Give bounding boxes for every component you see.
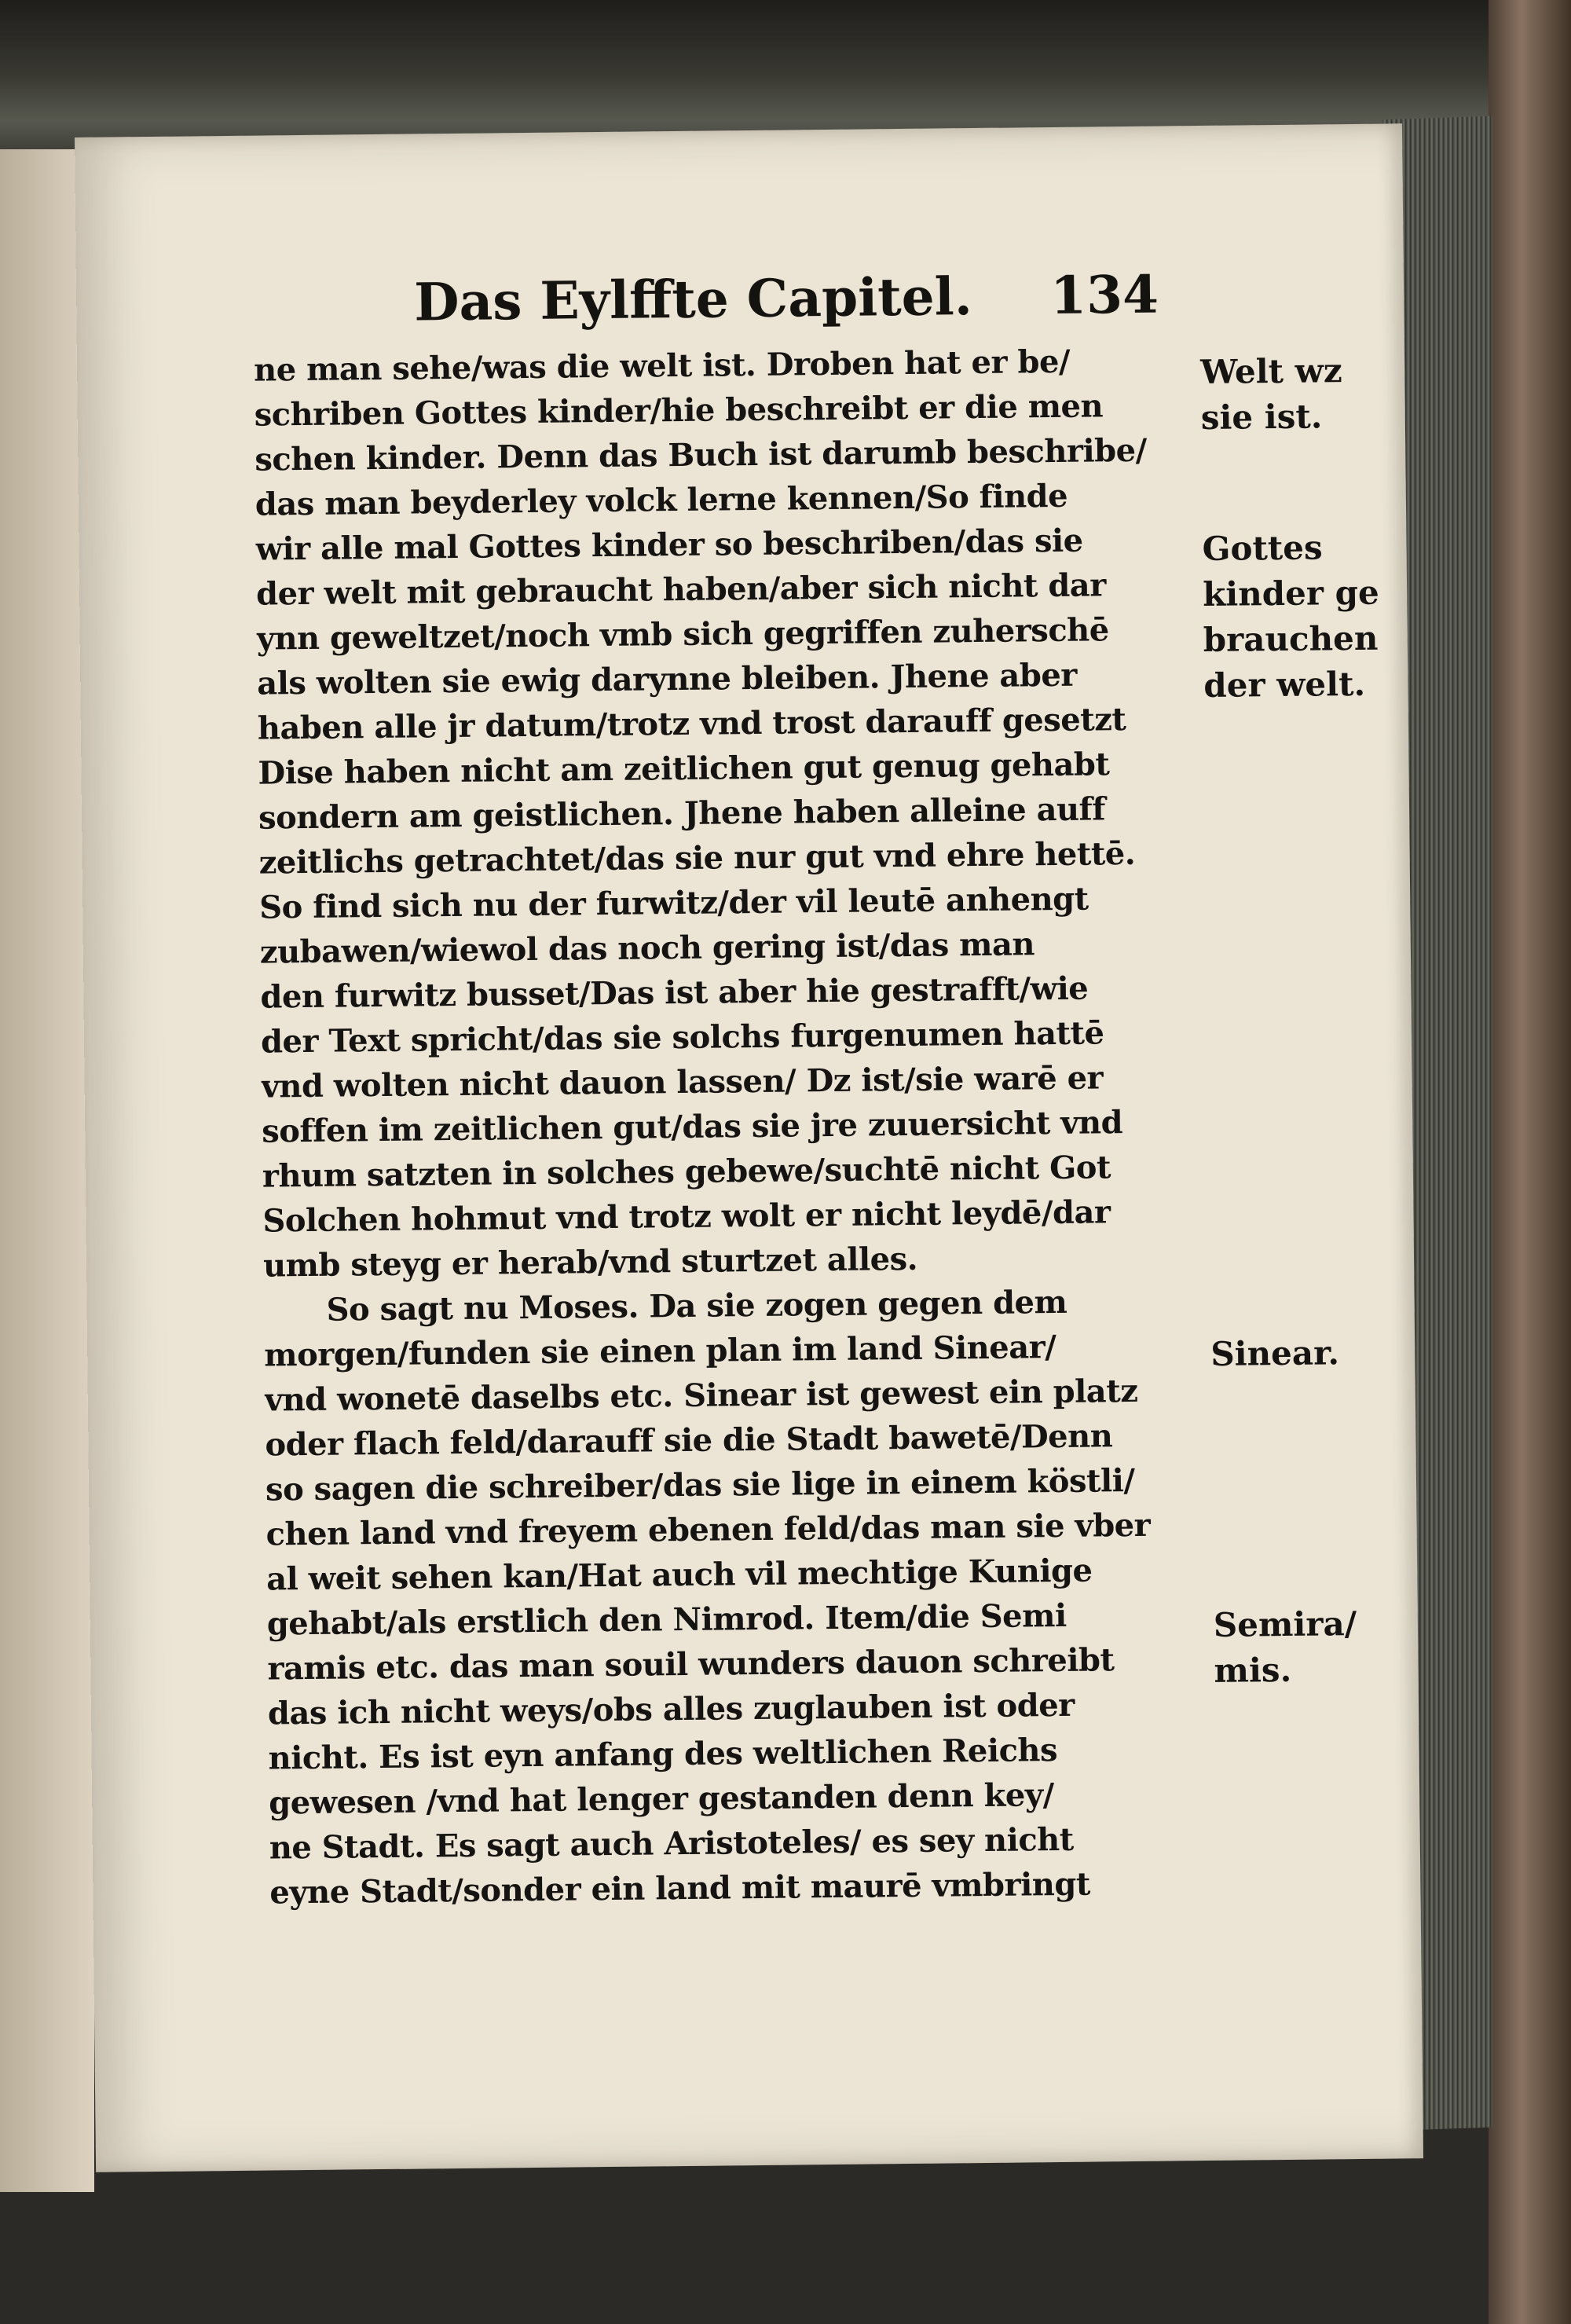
text-line: zeitlichs getrachtet/das sie nur gut vnd ehre hettē. xyxy=(258,834,1136,882)
text-line: wir alle mal Gottes kinder so beschriben/das sie xyxy=(255,522,1083,568)
body-text xyxy=(254,337,1268,1915)
text-line: rhum satzten in solches gebewe/suchtē nicht Got xyxy=(262,1149,1111,1195)
margin-note-sinear xyxy=(1210,1329,1447,1377)
book-cover-edge xyxy=(1489,0,1571,2324)
text-line: als wolten sie ewig darynne bleiben. Jhene aber xyxy=(257,656,1078,702)
text-line: Solchen hohmut vnd trotz wolt er nicht leydē/dar xyxy=(262,1193,1111,1240)
margin-note-line: Gottes xyxy=(1202,528,1323,568)
page-number: 134 xyxy=(1049,263,1159,327)
margin-note-line: Semira/ xyxy=(1213,1604,1357,1644)
text-line: schen kinder. Denn das Buch ist darumb beschribe/ xyxy=(255,431,1147,478)
text-line: sondern am geistlichen. Jhene haben alleine auff xyxy=(258,790,1106,837)
text-line: ne Stadt. Es sagt auch Aristoteles/ es sey nicht xyxy=(269,1820,1074,1867)
text-line: nicht. Es ist eyn anfang des weltlichen Reichs xyxy=(268,1732,1058,1777)
margin-note-line: brauchen xyxy=(1203,618,1379,659)
text-line: vnd wonetē daselbs etc. Sinear ist gewest ein platz xyxy=(264,1372,1138,1419)
text-line: umb steyg er herab/vnd sturtzet alles. xyxy=(262,1240,918,1285)
margin-note-line: der welt. xyxy=(1203,664,1366,705)
book-page xyxy=(75,123,1423,2172)
text-line: der Text spricht/das sie solchs furgenumen hattē xyxy=(260,1014,1104,1061)
text-line: haben alle jr datum/trotz vnd trost darauff gesetzt xyxy=(257,701,1126,747)
text-line: ne man sehe/was die welt ist. Droben hat er be/ xyxy=(253,343,1071,389)
text-line: ynn geweltzet/noch vmb sich gegriffen zuherschē xyxy=(256,611,1109,658)
text-line: chen land vnd freyem ebenen feld/das man sie vber xyxy=(265,1506,1151,1553)
margin-note-welt xyxy=(1200,347,1437,441)
text-line: So sagt nu Moses. Da sie zogen gegen dem xyxy=(326,1283,1067,1329)
margin-note-line: Sinear. xyxy=(1210,1333,1340,1373)
text-line: morgen/funden sie einen plan im land Sinear/ xyxy=(263,1329,1056,1374)
margin-note-semiramis xyxy=(1214,1600,1450,1694)
text-line: So find sich nu der furwitz/der vil leutē anhengt xyxy=(259,880,1089,926)
text-line: so sagen die schreiber/das sie lige in einem köstli/ xyxy=(265,1461,1135,1508)
margin-note-line: kinder ge xyxy=(1202,573,1379,614)
chapter-title: Das Eylffte Capitel. xyxy=(413,266,973,333)
margin-note-line: Welt wz xyxy=(1199,351,1342,392)
running-head xyxy=(414,263,1169,342)
text-line: gehabt/als erstlich den Nimrod. Item/die Semi xyxy=(266,1596,1067,1643)
margin-note-line: sie ist. xyxy=(1200,397,1323,438)
text-line: ramis etc. das man souil wunders dauon schreibt xyxy=(267,1641,1115,1688)
text-line: oder flach feld/darauff sie die Stadt bawetē/Denn xyxy=(265,1417,1113,1464)
margin-note-gottes xyxy=(1202,524,1439,709)
text-line: den furwitz busset/Das ist aber hie gestrafft/wie xyxy=(260,970,1089,1016)
text-line: gewesen /vnd hat lenger gestanden denn key/ xyxy=(268,1776,1054,1822)
text-line: eyne Stadt/sonder ein land mit maurē vmbringt xyxy=(269,1865,1091,1912)
text-line: soffen im zeitlichen gut/das sie jre zuuersicht vnd xyxy=(262,1104,1123,1150)
margin-note-line: mis. xyxy=(1214,1650,1292,1690)
text-line: schriben Gottes kinder/hie beschreibt er die men xyxy=(254,387,1104,434)
text-line: vnd wolten nicht dauon lassen/ Dz ist/sie warē er xyxy=(261,1059,1104,1105)
text-line: das ich nicht weys/obs alles zuglauben ist oder xyxy=(267,1686,1075,1732)
text-line: das man beyderley volck lerne kennen/So finde xyxy=(255,477,1068,523)
text-line: al weit sehen kan/Hat auch vil mechtige Kunige xyxy=(265,1552,1093,1598)
text-line: der welt mit gebraucht haben/aber sich nicht dar xyxy=(255,566,1107,613)
text-line: zubawen/wiewol das noch gering ist/das man xyxy=(259,926,1035,971)
text-line: Dise haben nicht am zeitlichen gut genug gehabt xyxy=(258,746,1110,792)
